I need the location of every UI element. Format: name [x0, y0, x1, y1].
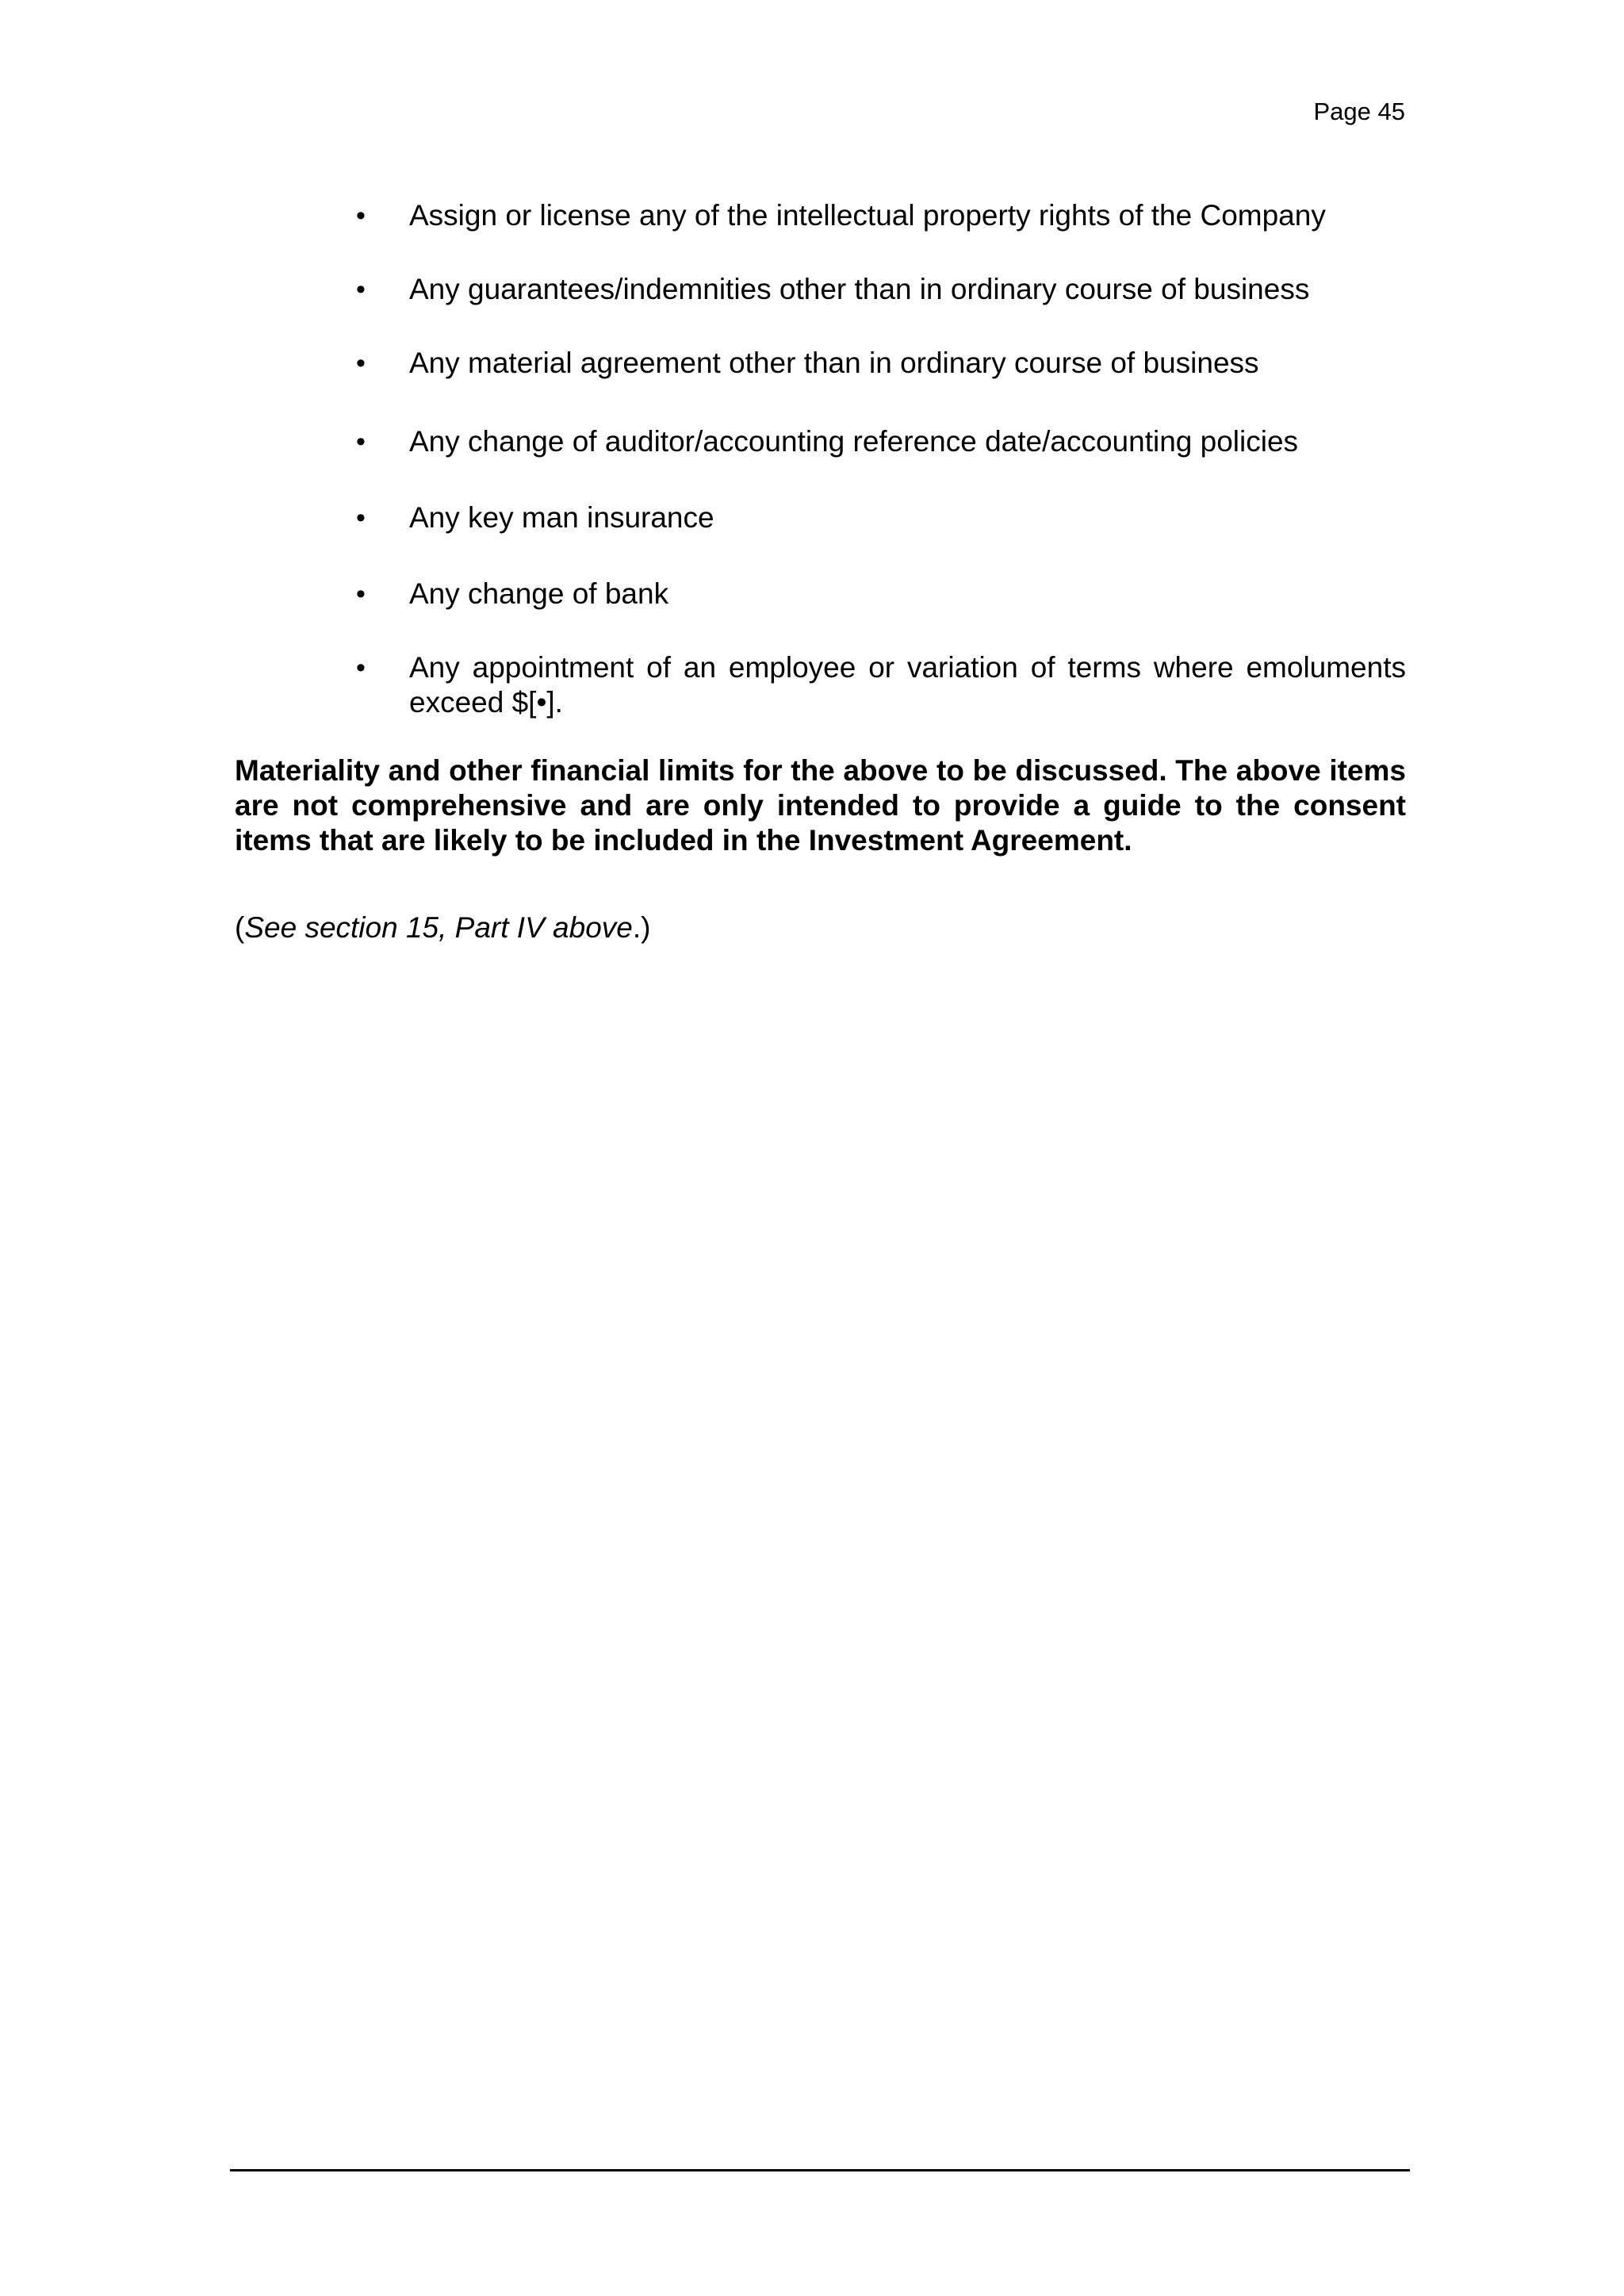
bullet-icon: • — [356, 579, 366, 609]
materiality-note: Materiality and other financial limits for the above to be discussed. The above items are not comprehensive and are only intended to provide a guide to the consent items that are likely to be included in the Investment Agreement. — [235, 754, 1406, 857]
list-item-text: Any material agreement other than in ordinary course of business — [409, 347, 1259, 379]
page-number: Page 45 — [1313, 98, 1405, 125]
bullet-icon: • — [356, 274, 366, 305]
bullet-icon: • — [356, 653, 366, 683]
list-item-text: Any change of auditor/accounting reference date/accounting policies — [409, 425, 1299, 458]
list-item-text: Any change of bank — [409, 577, 669, 610]
list-item-text: Assign or license any of the intellectual property rights of the Company — [409, 199, 1326, 232]
list-item-text: Any guarantees/indemnities other than in ordinary course of business — [409, 273, 1310, 305]
list-item-text: Any key man insurance — [409, 501, 714, 534]
list-item-text: Any appointment of an employee or variation of terms where emoluments exceed $[•]. — [409, 651, 1406, 719]
footer-divider — [230, 2169, 1410, 2171]
section-reference — [235, 910, 650, 945]
reference-open-paren: ( — [235, 911, 245, 944]
bullet-icon: • — [356, 348, 366, 378]
bullet-icon: • — [356, 201, 366, 231]
reference-close-text: .) — [632, 911, 651, 944]
bullet-icon: • — [356, 503, 366, 533]
reference-italic-text: See section 15, Part IV above — [244, 911, 633, 944]
bullet-icon: • — [356, 427, 366, 457]
